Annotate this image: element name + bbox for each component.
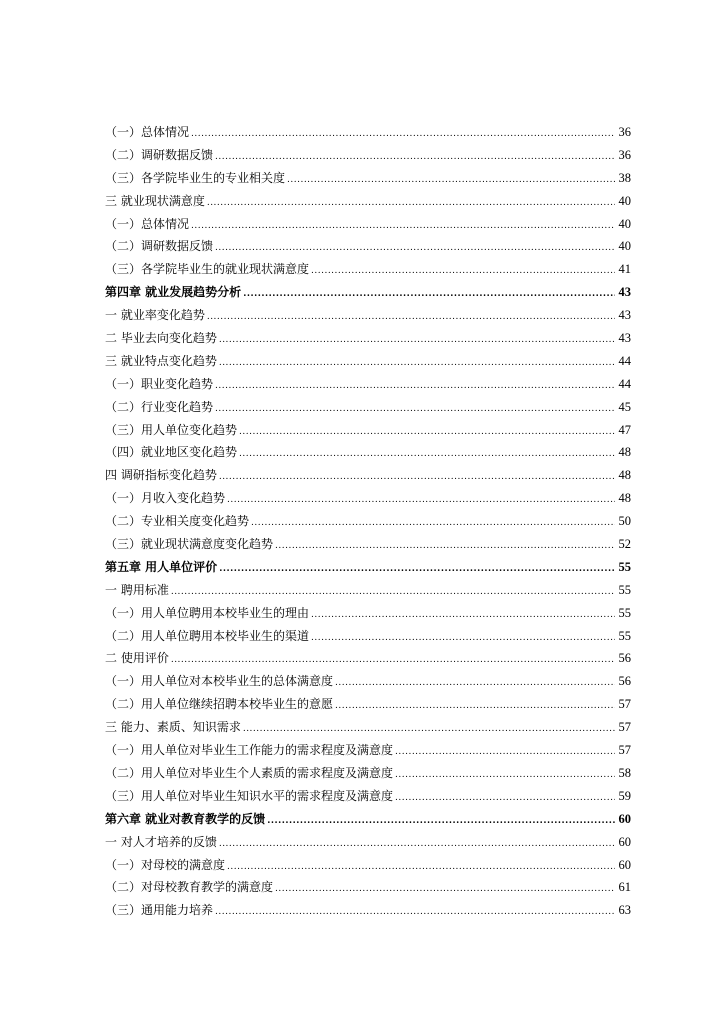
toc-section-entry[interactable] (105, 831, 631, 854)
toc-entry-title: （二）调研数据反馈 (105, 147, 214, 162)
toc-entry-title: 第四章 就业发展趋势分析 (105, 285, 242, 300)
toc-item-entry[interactable] (105, 235, 631, 258)
toc-entry-title: （二）用人单位继续招聘本校毕业生的意愿 (105, 697, 334, 712)
toc-entry-title: （一）职业变化趋势 (105, 376, 214, 391)
dot-leader (395, 787, 615, 810)
toc-page-number: 57 (618, 743, 631, 758)
toc-page-number: 43 (618, 331, 631, 346)
toc-page-number: 57 (618, 720, 631, 735)
dot-leader (243, 718, 615, 741)
toc-entry-title: 一 就业率变化趋势 (105, 308, 205, 323)
dot-leader (215, 398, 615, 421)
toc-page-number: 55 (618, 605, 631, 620)
toc-entry-title: （一）对母校的满意度 (105, 857, 226, 872)
toc-page-number: 55 (618, 559, 631, 574)
dot-leader (267, 810, 615, 833)
toc-section-entry[interactable] (105, 579, 631, 602)
dot-leader (215, 146, 615, 169)
toc-item-entry[interactable] (105, 693, 631, 716)
toc-entry-title: （一）用人单位对毕业生工作能力的需求程度及满意度 (105, 743, 394, 758)
toc-page-number: 40 (618, 193, 631, 208)
dot-leader (335, 695, 615, 718)
toc-section-entry[interactable] (105, 304, 631, 327)
toc-page-number: 43 (618, 285, 631, 300)
toc-entry-title: （三）就业现状满意度变化趋势 (105, 537, 274, 552)
toc-page-number: 58 (618, 765, 631, 780)
toc-page-number: 59 (618, 788, 631, 803)
toc-item-entry[interactable] (105, 625, 631, 648)
toc-page-number: 36 (618, 147, 631, 162)
dot-leader (207, 306, 615, 329)
toc-page-number: 47 (618, 422, 631, 437)
toc-entry-title: （三）用人单位对毕业生知识水平的需求程度及满意度 (105, 788, 394, 803)
dot-leader (311, 260, 615, 283)
toc-item-entry[interactable] (105, 762, 631, 785)
toc-entry-title: 一 聘用标准 (105, 582, 169, 597)
toc-section-entry[interactable] (105, 716, 631, 739)
toc-page-number: 44 (618, 353, 631, 368)
toc-entry-title: （三）各学院毕业生的就业现状满意度 (105, 262, 310, 277)
dot-leader (215, 375, 615, 398)
toc-page-number: 52 (618, 537, 631, 552)
dot-leader (251, 512, 615, 535)
toc-chapter-entry[interactable] (105, 556, 631, 579)
dot-leader (395, 741, 615, 764)
toc-entry-title: （一）总体情况 (105, 125, 190, 139)
toc-page-number: 56 (618, 651, 631, 666)
dot-leader (191, 215, 615, 238)
toc-page-number: 57 (618, 697, 631, 712)
toc-item-entry[interactable] (105, 533, 631, 556)
toc-entry-title: （二）对母校教育教学的满意度 (105, 880, 274, 895)
toc-entry-title: （二）行业变化趋势 (105, 399, 214, 414)
toc-chapter-entry[interactable] (105, 808, 631, 831)
dot-leader (243, 283, 615, 306)
toc-item-entry[interactable] (105, 510, 631, 533)
toc-item-entry[interactable] (105, 441, 631, 464)
toc-item-entry[interactable] (105, 419, 631, 442)
toc-page-number: 48 (618, 491, 631, 506)
toc-section-entry[interactable] (105, 464, 631, 487)
toc-section-entry[interactable] (105, 647, 631, 670)
toc-item-entry[interactable] (105, 899, 631, 922)
toc-page-number: 55 (618, 628, 631, 643)
toc-entry-title: （三）各学院毕业生的专业相关度 (105, 170, 286, 185)
dot-leader (215, 901, 615, 924)
toc-section-entry[interactable] (105, 350, 631, 373)
table-of-contents (105, 121, 631, 922)
dot-leader (311, 604, 615, 627)
dot-leader (207, 192, 615, 215)
dot-leader (171, 649, 615, 672)
toc-page-number: 40 (618, 239, 631, 254)
toc-page-number: 41 (618, 262, 631, 277)
dot-leader (171, 581, 615, 604)
toc-entry-title: 第五章 用人单位评价 (105, 559, 218, 574)
toc-page-number: 60 (618, 811, 631, 826)
dot-leader (191, 123, 615, 146)
dot-leader (335, 672, 615, 695)
toc-entry-title: （三）用人单位变化趋势 (105, 422, 238, 437)
toc-entry-title: （二）专业相关度变化趋势 (105, 514, 250, 529)
dot-leader (239, 443, 615, 466)
toc-section-entry[interactable] (105, 327, 631, 350)
toc-page-number: 40 (618, 216, 631, 231)
toc-entry-title: （二）用人单位聘用本校毕业生的渠道 (105, 628, 310, 643)
toc-chapter-entry[interactable] (105, 281, 631, 304)
toc-item-entry[interactable] (105, 144, 631, 167)
dot-leader (227, 856, 615, 879)
toc-page-number: 44 (618, 376, 631, 391)
toc-entry-title: （一）月收入变化趋势 (105, 491, 226, 506)
toc-item-entry[interactable] (105, 213, 631, 236)
toc-page-number: 48 (618, 468, 631, 483)
toc-entry-title: （四）就业地区变化趋势 (105, 445, 238, 460)
dot-leader (275, 535, 615, 558)
toc-entry-title: 二 使用评价 (105, 651, 169, 666)
dot-leader (215, 237, 615, 260)
dot-leader (287, 169, 615, 192)
dot-leader (239, 421, 615, 444)
toc-entry-title: 第六章 就业对教育教学的反馈 (105, 811, 266, 826)
dot-leader (395, 764, 615, 787)
toc-item-entry[interactable] (105, 670, 631, 693)
toc-page-number: 43 (618, 308, 631, 323)
toc-page-number: 55 (618, 582, 631, 597)
toc-page-number: 63 (618, 903, 631, 918)
toc-entry-title: （一）总体情况 (105, 216, 190, 231)
toc-entry-title: （二）调研数据反馈 (105, 239, 214, 254)
dot-leader (227, 489, 615, 512)
toc-item-entry[interactable] (105, 396, 631, 419)
toc-entry-title: 三 就业现状满意度 (105, 193, 205, 208)
toc-entry-title: 四 调研指标变化趋势 (105, 468, 217, 483)
toc-entry-title: （一）用人单位对本校毕业生的总体满意度 (105, 674, 334, 689)
dot-leader (219, 558, 615, 581)
toc-item-entry[interactable] (105, 602, 631, 625)
toc-section-entry[interactable] (105, 190, 631, 213)
toc-item-entry[interactable] (105, 876, 631, 899)
dot-leader (219, 833, 615, 856)
toc-entry-title: （三）通用能力培养 (105, 903, 214, 918)
toc-page-number: 48 (618, 445, 631, 460)
toc-page-number: 38 (618, 170, 631, 185)
toc-item-entry[interactable] (105, 785, 631, 808)
dot-leader (219, 466, 615, 489)
toc-item-entry[interactable] (105, 739, 631, 762)
toc-item-entry[interactable] (105, 258, 631, 281)
toc-page-number: 45 (618, 399, 631, 414)
toc-entry-title: 三 就业特点变化趋势 (105, 353, 217, 368)
toc-item-entry[interactable] (105, 487, 631, 510)
toc-page-number: 56 (618, 674, 631, 689)
dot-leader (275, 878, 615, 901)
toc-entry-title: 二 毕业去向变化趋势 (105, 331, 217, 346)
toc-page-number: 60 (618, 834, 631, 849)
dot-leader (219, 352, 615, 375)
toc-page-number: 50 (618, 514, 631, 529)
toc-page-number: 36 (618, 125, 631, 139)
toc-entry-title: （一）用人单位聘用本校毕业生的理由 (105, 605, 310, 620)
toc-page-number: 61 (618, 880, 631, 895)
dot-leader (311, 627, 615, 650)
toc-item-entry[interactable] (105, 167, 631, 190)
toc-entry-title: 一 对人才培养的反馈 (105, 834, 217, 849)
toc-page-number: 60 (618, 857, 631, 872)
toc-entry-title: 三 能力、素质、知识需求 (105, 720, 241, 735)
toc-entry-title: （二）用人单位对毕业生个人素质的需求程度及满意度 (105, 765, 394, 780)
toc-item-entry[interactable] (105, 121, 631, 144)
toc-item-entry[interactable] (105, 854, 631, 877)
toc-item-entry[interactable] (105, 373, 631, 396)
dot-leader (219, 329, 615, 352)
